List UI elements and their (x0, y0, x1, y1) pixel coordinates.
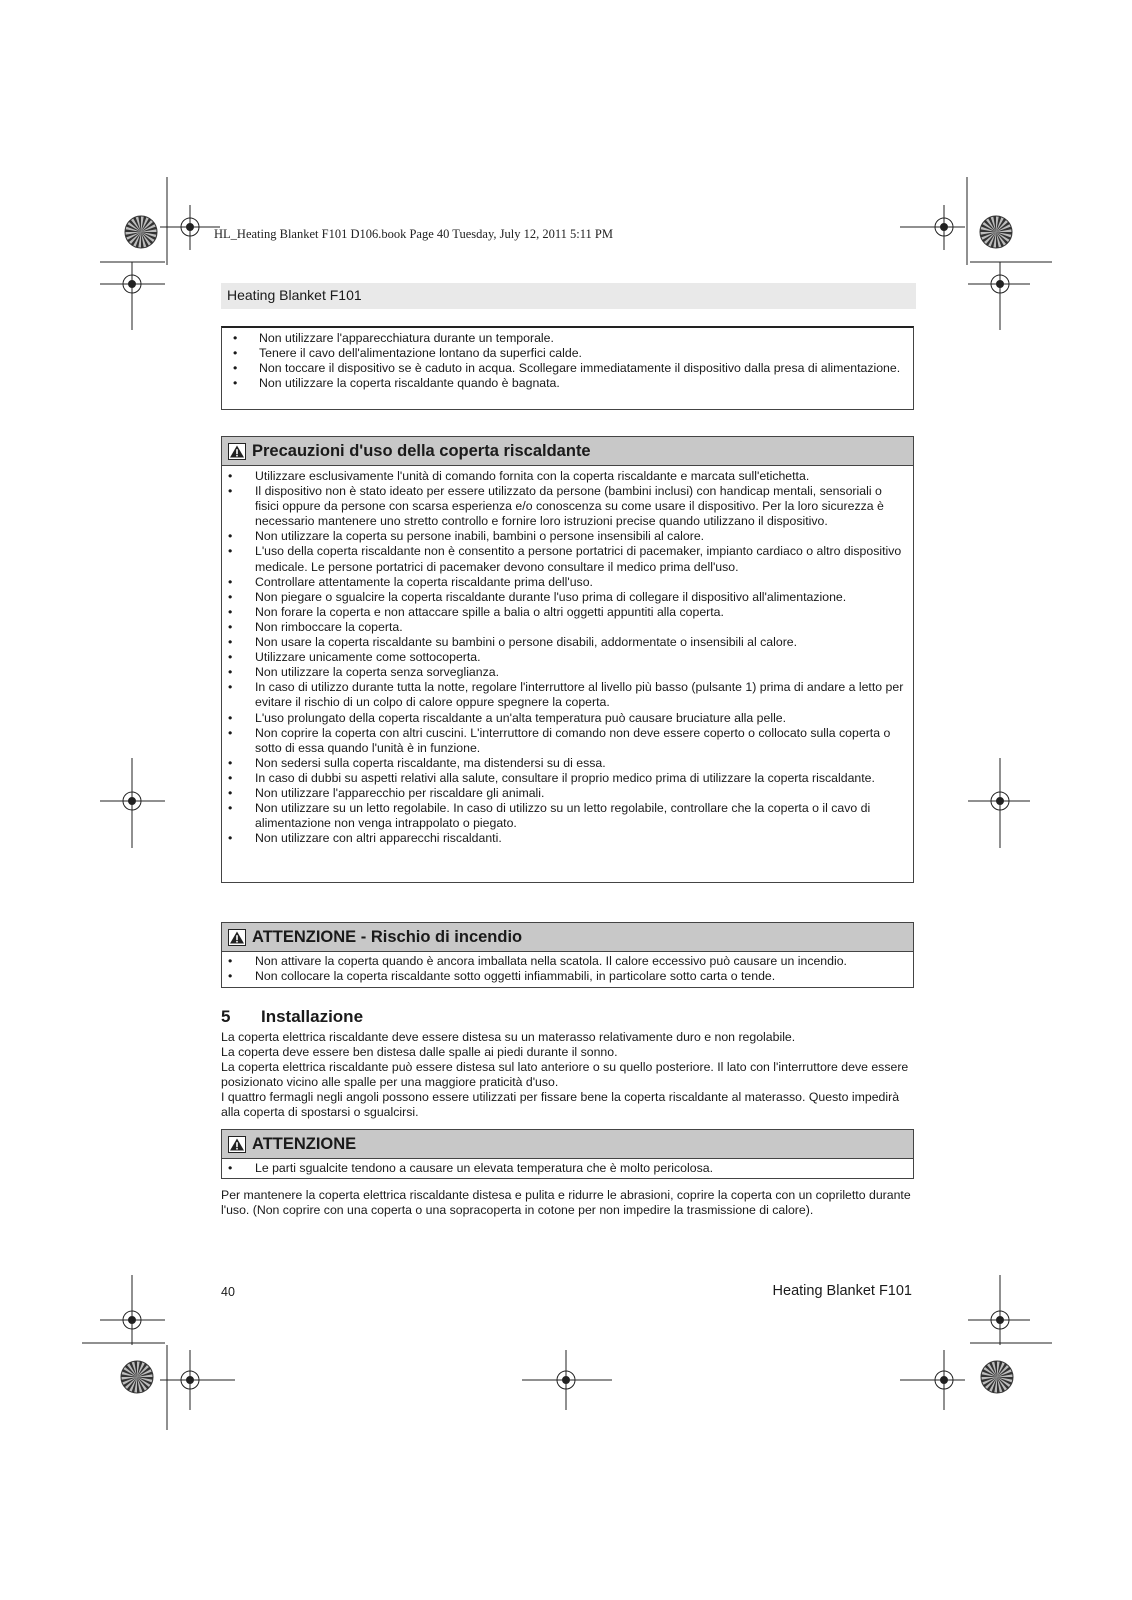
attention-list (222, 1159, 913, 1176)
bullet: • (228, 770, 233, 785)
list-item-text: Non utilizzare la coperta riscaldante quando è bagnata. (259, 376, 560, 391)
list-item-text: Non forare la coperta e non attaccare spille a balia o altri oggetti appuntiti alla coperta. (255, 604, 724, 619)
attention-header (222, 1130, 913, 1159)
bullet: • (228, 785, 233, 800)
list-item-text: Non collocare la coperta riscaldante sotto oggetti infiammabili, in particolare sotto carta o tende. (255, 969, 776, 984)
section-number: 5 (221, 1007, 231, 1026)
bullet: • (228, 831, 233, 846)
list-item (228, 756, 905, 771)
bullet: • (233, 346, 238, 361)
target-mark-right-lower (968, 1290, 1030, 1345)
bullet: • (228, 574, 233, 589)
list-item-text: L'uso della coperta riscaldante non è consentito a persone portatrici di pacemaker, impianto cardiaco o altro dispositivo medicale. Le persone portatrici di pacemaker devono consultare il medico prima dell'uso. (255, 544, 902, 574)
list-item-text: Non toccare il dispositivo se è caduto in acqua. Scollegare immediatamente il dispositivo dalla presa di alimentazione. (259, 361, 901, 376)
bullet: • (228, 1161, 233, 1175)
bullet: • (228, 725, 233, 740)
list-item (233, 361, 905, 376)
list-item-text: Tenere il cavo dell'alimentazione lontano da superfici calde. (259, 346, 582, 361)
target-mark-left-middle (100, 758, 165, 848)
bullet: • (228, 801, 233, 816)
target-mark-top-right (900, 205, 965, 250)
bullet: • (228, 954, 233, 968)
list-item (228, 590, 905, 605)
list-item-text: Non utilizzare la coperta su persone inabili, bambini o persone insensibili al calore. (255, 529, 705, 544)
bullet: • (228, 680, 233, 695)
fire-warning-box (221, 922, 914, 988)
target-mark-bottom-left (160, 1350, 235, 1410)
bullet: • (228, 635, 233, 650)
list-item (233, 331, 905, 346)
section-paragraph: La coperta elettrica riscaldante può essere distesa sul lato anteriore o su quello posteriore. Il lato con l'interruttore deve essere posizionato vicino alle spalle per una maggiore praticità d'uso. (221, 1060, 909, 1090)
starburst-bottom-left (121, 1361, 153, 1393)
target-mark-bottom-center (522, 1350, 612, 1410)
list-item (228, 469, 905, 484)
bullet: • (228, 589, 233, 604)
safety-list-box (221, 326, 914, 410)
list-item (228, 575, 905, 590)
list-item (228, 605, 905, 620)
section-paragraph: I quattro fermagli negli angoli possono essere utilizzati per fissare bene la coperta riscaldante al materasso. Questo impedirà alla coperta di spostarsi o sgualcirsi. (221, 1090, 900, 1120)
section-body (221, 1030, 916, 1121)
list-item-text: Non rimboccare la coperta. (255, 619, 403, 634)
precautions-list (222, 466, 913, 846)
page-number: 40 (221, 1285, 235, 1299)
bullet: • (233, 361, 238, 376)
bullet: • (228, 755, 233, 770)
starburst-bottom-right (981, 1361, 1013, 1393)
list-item-text: Non usare la coperta riscaldante su bambini o persone disabili, addormentate o insensibili al calore. (255, 635, 798, 650)
list-item (228, 711, 905, 726)
list-item (228, 544, 905, 574)
list-item-text: Le parti sgualcite tendono a causare un elevata temperatura che è molto pericolosa. (255, 1161, 713, 1175)
bullet: • (228, 484, 233, 499)
bullet: • (233, 331, 238, 345)
list-item (228, 771, 905, 786)
target-mark-right-middle (968, 758, 1030, 848)
list-item-text: Non utilizzare l'apparecchiatura durante un temporale. (259, 331, 554, 345)
list-item (228, 650, 905, 665)
list-item-text: In caso di dubbi su aspetti relativi alla salute, consultare il proprio medico prima di utilizzare la coperta riscaldante. (255, 770, 875, 785)
list-item-text: Non utilizzare la coperta senza sorveglianza. (255, 665, 500, 680)
section-paragraph: La coperta elettrica riscaldante deve essere distesa su un materasso relativamente duro e non regolabile. (221, 1030, 796, 1044)
bullet: • (228, 529, 233, 544)
attention-box (221, 1129, 914, 1179)
list-item (233, 376, 905, 391)
closing-paragraph: Per mantenere la coperta elettrica riscaldante distesa e pulita e ridurre le abrasioni, coprire la coperta con un copriletto durante l'uso. (Non coprire con una coperta o una sopracoperta in cotone per non impedire la trasmissione di calore). (221, 1188, 911, 1218)
warning-icon (228, 443, 246, 460)
bullet: • (228, 619, 233, 634)
target-mark-top-left (160, 205, 220, 250)
target-mark-bottom-right (900, 1350, 965, 1410)
bullet: • (228, 469, 233, 483)
running-header: Heating Blanket F101 (221, 283, 916, 309)
warning-icon (228, 929, 246, 946)
warning-icon (228, 1136, 246, 1153)
bullet: • (228, 544, 233, 559)
list-item (228, 954, 905, 969)
list-item-text: Utilizzare unicamente come sottocoperta. (255, 650, 481, 665)
fire-warning-header (222, 923, 913, 952)
list-item-text: L'uso prolungato della coperta riscaldante a un'alta temperatura può causare bruciature alla pelle. (255, 710, 787, 725)
list-item-text: In caso di utilizzo durante tutta la notte, regolare l'interruttore al livello più basso (pulsante 1) prima di andare a letto per evitare il rischio di un colpo di calore oppure spegnere la coperta. (255, 680, 904, 710)
list-item-text: Non sedersi sulla coperta riscaldante, ma distendersi su di essa. (255, 755, 606, 770)
bullet: • (228, 710, 233, 725)
bullet: • (228, 969, 233, 984)
precautions-header (222, 437, 913, 466)
list-item-text: Non piegare o sgualcire la coperta riscaldante durante l'uso prima di collegare il dispositivo all'alimentazione. (255, 589, 847, 604)
list-item-text: Non utilizzare con altri apparecchi riscaldanti. (255, 831, 502, 846)
list-item (228, 665, 905, 680)
list-item-text: Utilizzare esclusivamente l'unità di comando fornita con la coperta riscaldante e marcata sull'etichetta. (255, 469, 810, 483)
list-item (228, 786, 905, 801)
bullet: • (228, 665, 233, 680)
bullet: • (228, 650, 233, 665)
target-mark-right-upper (968, 262, 1030, 330)
list-item (228, 680, 905, 710)
footer-title: Heating Blanket F101 (772, 1283, 912, 1299)
list-item (228, 529, 905, 544)
bullet: • (233, 376, 238, 391)
list-item (228, 831, 905, 846)
list-item-text: Il dispositivo non è stato ideato per essere utilizzato da persone (bambini inclusi) con handicap mentali, sensoriali o fisici oppure da persone con scarsa esperienza e/o conoscenza su come usare il dispositivo. Per la loro sicurezza è necessario mantenere uno stretto controllo e fornire loro istruzioni precise quando utilizzano il dispositivo. (255, 484, 884, 529)
starburst-top-right (980, 216, 1012, 248)
list-item (228, 801, 905, 831)
list-item-text: Non attivare la coperta quando è ancora imballata nella scatola. Il calore eccessivo può causare un incendio. (255, 954, 847, 968)
bullet: • (228, 604, 233, 619)
attention-title: ATTENZIONE (252, 1134, 357, 1153)
precautions-box (221, 436, 914, 883)
target-mark-left-upper (100, 262, 165, 330)
section-title: Installazione (261, 1007, 364, 1026)
list-item-text: Controllare attentamente la coperta riscaldante prima dell'uso. (255, 574, 593, 589)
list-item (228, 969, 905, 984)
list-item (228, 1161, 905, 1176)
list-item (228, 484, 905, 529)
book-slug-line: HL_Heating Blanket F101 D106.book Page 40 Tuesday, July 12, 2011 5:11 PM (214, 227, 613, 241)
list-item (228, 726, 905, 756)
list-item-text: Non coprire la coperta con altri cuscini. L'interruttore di comando non deve essere coperto o collocato sulla coperta o sotto di essa quando l'unità è in funzione. (255, 725, 891, 755)
list-item-text: Non utilizzare su un letto regolabile. In caso di utilizzo su un letto regolabile, controllare che la coperta o il cavo di alimentazione non venga intrappolato o piegato. (255, 801, 871, 831)
list-item-text: Non utilizzare l'apparecchio per riscaldare gli animali. (255, 785, 545, 800)
list-item (228, 620, 905, 635)
fire-warning-title: ATTENZIONE - Rischio di incendio (252, 927, 523, 946)
starburst-top-left (125, 216, 157, 248)
list-item (233, 346, 905, 361)
safety-list (233, 330, 905, 391)
list-item (228, 635, 905, 650)
section-paragraph: La coperta deve essere ben distesa dalle spalle ai piedi durante il sonno. (221, 1045, 618, 1060)
target-mark-left-lower (100, 1275, 165, 1345)
precautions-title: Precauzioni d'uso della coperta riscaldante (252, 441, 591, 460)
fire-warning-list (222, 952, 913, 984)
